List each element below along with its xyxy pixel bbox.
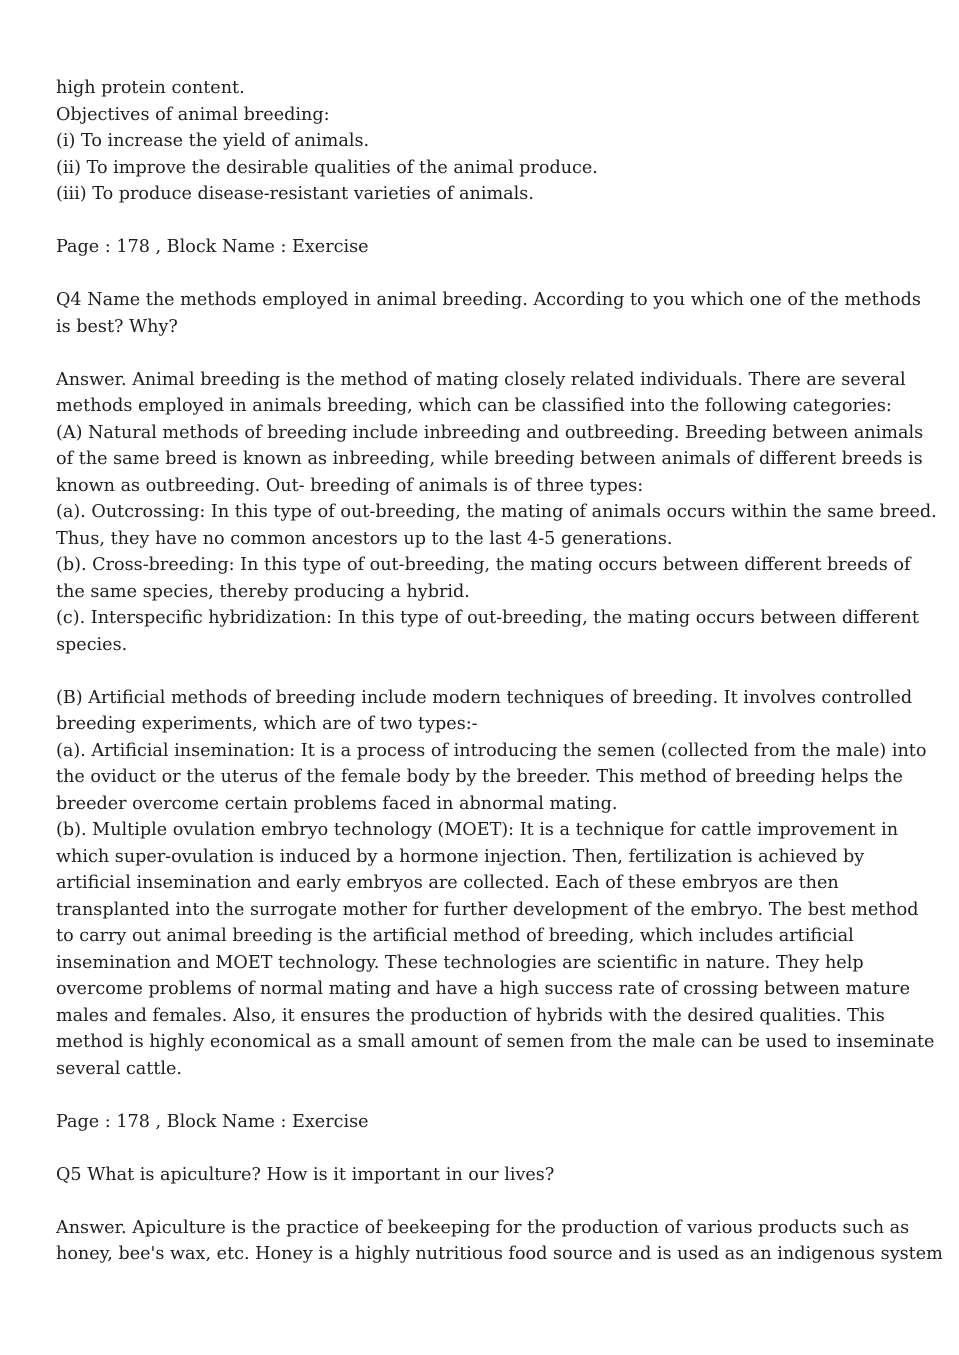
text-line: Q4 Name the methods employed in animal breeding. According to you which one of the methods bbox=[56, 290, 921, 310]
text-line: (a). Artificial insemination: It is a process of introducing the semen (collected from the male) into bbox=[56, 740, 927, 761]
paragraph-gap bbox=[56, 658, 916, 685]
text-line: high protein content. bbox=[56, 78, 245, 98]
text-line: Objectives of animal breeding: bbox=[56, 104, 330, 125]
objectives-paragraph bbox=[56, 75, 916, 208]
text-line: Thus, they have no common ancestors up to the last 4-5 generations. bbox=[56, 528, 673, 549]
paragraph-gap bbox=[56, 1135, 916, 1162]
text-line: (i) To increase the yield of animals. bbox=[56, 131, 370, 151]
text-line: to carry out animal breeding is the artificial method of breeding, which includes artificial bbox=[56, 926, 854, 946]
paragraph-gap bbox=[56, 208, 916, 235]
text-line: which super-ovulation is induced by a hormone injection. Then, fertilization is achieved by bbox=[56, 846, 865, 867]
text-line: Answer. Animal breeding is the method of mating closely related individuals. There are several bbox=[56, 369, 906, 390]
text-line: (ii) To improve the desirable qualities of the animal produce. bbox=[56, 157, 598, 178]
question-5: Q5 What is apiculture? How is it important in our lives? bbox=[56, 1164, 555, 1185]
text-line: breeder overcome certain problems faced in abnormal mating. bbox=[56, 793, 618, 814]
text-line: of the same breed is known as inbreeding, while breeding between animals of different breeds is bbox=[56, 449, 923, 469]
answer-5 bbox=[56, 1215, 943, 1268]
text-line: artificial insemination and early embryos are collected. Each of these embryos are then bbox=[56, 873, 839, 893]
paragraph-gap bbox=[56, 261, 916, 288]
text-line: (b). Multiple ovulation embryo technology (MOET): It is a technique for cattle improvement in bbox=[56, 820, 899, 840]
document-page bbox=[56, 75, 943, 1268]
text-line: males and females. Also, it ensures the production of hybrids with the desired qualities. This bbox=[56, 1005, 885, 1026]
paragraph-gap bbox=[56, 1188, 916, 1215]
text-line: is best? Why? bbox=[56, 316, 178, 337]
text-line: overcome problems of normal mating and have a high success rate of crossing between mature bbox=[56, 979, 910, 999]
text-line: (c). Interspecific hybridization: In this type of out-breeding, the mating occurs between different bbox=[56, 608, 919, 628]
text-line: honey, bee's wax, etc. Honey is a highly nutritious food source and is used as an indigenous system bbox=[56, 1244, 943, 1264]
text-line: known as outbreeding. Out- breeding of animals is of three types: bbox=[56, 475, 644, 496]
paragraph-gap bbox=[56, 340, 916, 367]
answer-4-artificial-methods bbox=[56, 685, 935, 1083]
page-reference: Page : 178 , Block Name : Exercise bbox=[56, 1111, 369, 1132]
text-line: (iii) To produce disease-resistant varieties of animals. bbox=[56, 184, 534, 204]
text-line: method is highly economical as a small amount of semen from the male can be used to inseminate bbox=[56, 1032, 935, 1052]
text-line: several cattle. bbox=[56, 1058, 183, 1079]
text-line: insemination and MOET technology. These technologies are scientific in nature. They help bbox=[56, 952, 864, 973]
text-line: the oviduct or the uterus of the female body by the breeder. This method of breeding helps the bbox=[56, 767, 903, 787]
text-line: breeding experiments, which are of two types:- bbox=[56, 714, 478, 734]
text-line: (a). Outcrossing: In this type of out-breeding, the mating of animals occurs within the same breed. bbox=[56, 502, 937, 522]
answer-4-natural-methods bbox=[56, 367, 937, 659]
text-line: species. bbox=[56, 634, 128, 655]
text-line: (A) Natural methods of breeding include inbreeding and outbreeding. Breeding between animals bbox=[56, 422, 924, 443]
text-line: (B) Artificial methods of breeding include modern techniques of breeding. It involves controlled bbox=[56, 687, 913, 708]
text-line: Answer. Apiculture is the practice of beekeeping for the production of various products such as bbox=[56, 1217, 910, 1238]
text-line: methods employed in animals breeding, which can be classified into the following categories: bbox=[56, 396, 892, 416]
text-line: transplanted into the surrogate mother for further development of the embryo. The best method bbox=[56, 899, 919, 920]
question-4 bbox=[56, 287, 921, 340]
text-line: the same species, thereby producing a hybrid. bbox=[56, 581, 470, 602]
paragraph-gap bbox=[56, 1082, 916, 1109]
text-line: (b). Cross-breeding: In this type of out-breeding, the mating occurs between different breeds of bbox=[56, 555, 911, 575]
page-reference: Page : 178 , Block Name : Exercise bbox=[56, 237, 369, 257]
